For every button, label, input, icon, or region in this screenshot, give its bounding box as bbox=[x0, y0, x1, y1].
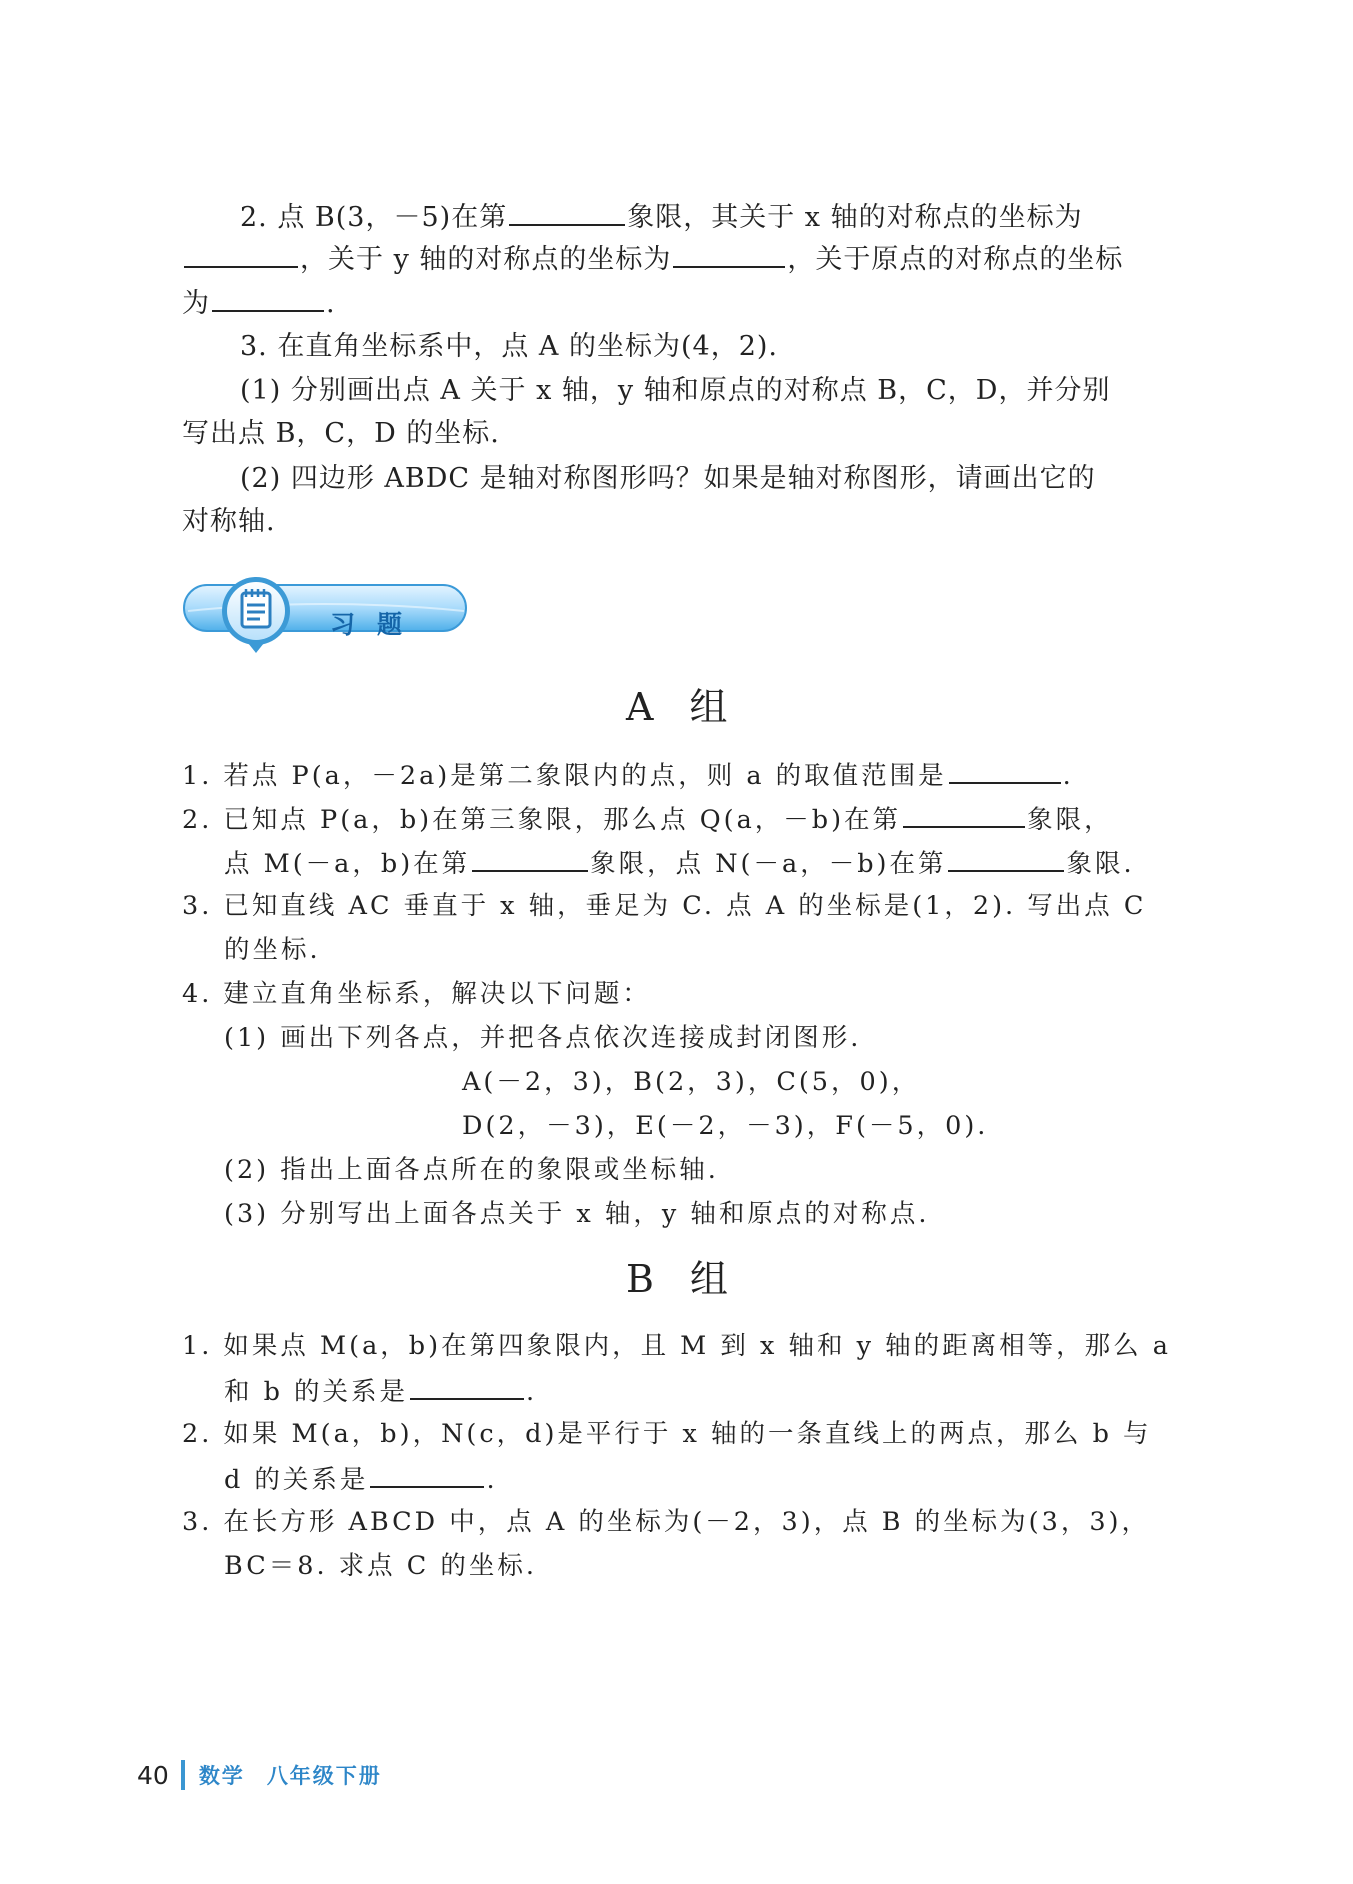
a4-line: 4. 建立直角坐标系，解决以下问题： bbox=[182, 979, 651, 1009]
q2-line-2: ，关于 y 轴的对称点的坐标为 ，关于原点的对称点的坐标 bbox=[182, 238, 1123, 280]
exercise-badge bbox=[182, 577, 472, 667]
b1-line-2: 和 b 的关系是 . bbox=[224, 1370, 537, 1412]
answer-blank[interactable] bbox=[410, 1370, 524, 1400]
a2-line-2: 点 M(－a，b)在第 象限，点 N(－a，－b)在第 象限. bbox=[224, 842, 1135, 884]
b2-line-1: 2. 如果 M(a，b)，N(c，d)是平行于 x 轴的一条直线上的两点，那么 b 与 bbox=[182, 1419, 1152, 1449]
exercise-label: 习题 bbox=[330, 610, 425, 639]
q3-line-4: (2) 四边形 ABDC 是轴对称图形吗？如果是轴对称图形，请画出它的 bbox=[240, 463, 1096, 494]
footer-subject: 数学 bbox=[198, 1764, 245, 1788]
q2-line-3: 为 . bbox=[182, 282, 336, 324]
answer-blank[interactable] bbox=[673, 238, 785, 268]
a3-line-1: 3. 已知直线 AC 垂直于 x 轴，垂足为 C. 点 A 的坐标是(1，2). 写出点 C bbox=[182, 891, 1147, 921]
answer-blank[interactable] bbox=[184, 238, 298, 268]
q3-line-2: (1) 分别画出点 A 关于 x 轴，y 轴和原点的对称点 B，C，D，并分别 bbox=[240, 375, 1111, 406]
answer-blank[interactable] bbox=[472, 842, 588, 872]
q3-line-1: 3. 在直角坐标系中，点 A 的坐标为(4，2). bbox=[240, 331, 779, 362]
footer-grade: 八年级下册 bbox=[266, 1764, 382, 1788]
q3-line-5: 对称轴. bbox=[182, 506, 276, 537]
b3-line-2: BC＝8. 求点 C 的坐标. bbox=[224, 1551, 537, 1581]
group-b-title: B 组 bbox=[626, 1257, 741, 1301]
answer-blank[interactable] bbox=[949, 754, 1061, 784]
answer-blank[interactable] bbox=[212, 282, 324, 312]
group-a-title: A 组 bbox=[626, 685, 740, 729]
a4-points-1: A(－2，3)，B(2，3)，C(5，0)， bbox=[462, 1067, 921, 1097]
a3-line-2: 的坐标. bbox=[224, 935, 321, 965]
b2-line-2: d 的关系是 . bbox=[224, 1458, 498, 1500]
a4-sub-1: (1) 画出下列各点，并把各点依次连接成封闭图形. bbox=[224, 1023, 862, 1053]
answer-blank[interactable] bbox=[509, 196, 625, 226]
a4-sub-2: (2) 指出上面各点所在的象限或坐标轴. bbox=[224, 1155, 719, 1185]
footer-divider bbox=[181, 1760, 185, 1790]
badge-graphic bbox=[182, 577, 472, 667]
q3-line-3: 写出点 B，C，D 的坐标. bbox=[182, 418, 500, 449]
page-footer bbox=[137, 1758, 382, 1792]
q2-line-1: 2. 点 B(3，－5)在第 象限，其关于 x 轴的对称点的坐标为 bbox=[240, 196, 1083, 238]
page-number: 40 bbox=[137, 1760, 169, 1790]
b3-line-1: 3. 在长方形 ABCD 中，点 A 的坐标为(－2，3)，点 B 的坐标为(3，3)， bbox=[182, 1507, 1150, 1537]
notepad-icon bbox=[242, 589, 270, 627]
answer-blank[interactable] bbox=[370, 1458, 484, 1488]
answer-blank[interactable] bbox=[903, 798, 1025, 828]
a1-line: 1. 若点 P(a，－2a)是第二象限内的点，则 a 的取值范围是 . bbox=[182, 754, 1074, 796]
a2-line-1: 2. 已知点 P(a，b)在第三象限，那么点 Q(a，－b)在第 象限， bbox=[182, 798, 1113, 840]
b1-line-1: 1. 如果点 M(a，b)在第四象限内，且 M 到 x 轴和 y 轴的距离相等，那么 a bbox=[182, 1331, 1171, 1361]
a4-sub-3: (3) 分别写出上面各点关于 x 轴，y 轴和原点的对称点. bbox=[224, 1199, 930, 1229]
answer-blank[interactable] bbox=[948, 842, 1064, 872]
a4-points-2: D(2，－3)，E(－2，－3)，F(－5，0). bbox=[462, 1111, 989, 1141]
